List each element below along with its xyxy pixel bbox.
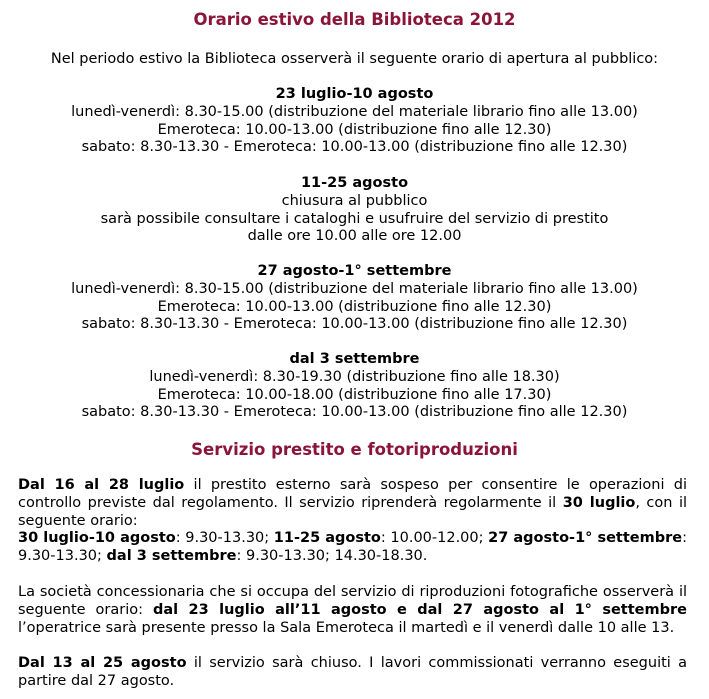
schedule-line: lunedì-venerdì: 8.30-15.00 (distribuzione del materiale librario fino alle 13.00): [71, 103, 638, 120]
schedule-line: Emeroteca: 10.00-13.00 (distribuzione fino alle 12.30): [157, 121, 552, 138]
schedule-block-4: [0, 351, 709, 422]
schedule-line: Emeroteca: 10.00-13.00 (distribuzione fino alle 12.30): [157, 298, 552, 315]
schedule-heading: dal 3 settembre: [289, 351, 420, 367]
schedule-line: lunedì-venerdì: 8.30-15.00 (distribuzione del materiale librario fino alle 13.00): [71, 280, 638, 297]
schedule-line: sarà possibile consultare i cataloghi e usufruire del servizio di prestito: [100, 210, 609, 227]
schedule-line: sabato: 8.30-13.30 - Emeroteca: 10.00-13.00 (distribuzione fino alle 12.30): [81, 404, 628, 421]
schedule-block-1: [0, 86, 709, 157]
schedule-block-2: [0, 175, 709, 246]
schedule-heading: 23 luglio-10 agosto: [275, 86, 434, 102]
schedule-heading: 11-25 agosto: [300, 175, 409, 191]
schedule-line: dalle ore 10.00 alle ore 12.00: [247, 228, 462, 245]
schedule-line: lunedì-venerdì: 8.30-19.30 (distribuzione fino alle 18.30): [149, 368, 560, 385]
section-title-loans: Servizio prestito e fotoriproduzioni: [191, 440, 518, 459]
schedule-line: chiusura al pubblico: [281, 192, 428, 209]
schedule-line: sabato: 8.30-13.30 - Emeroteca: 10.00-13.00 (distribuzione fino alle 12.30): [81, 139, 628, 156]
loan-date: Dal 16 al 28 luglio: [18, 477, 185, 493]
schedule-heading: 27 agosto-1° settembre: [257, 263, 452, 279]
schedule-line: sabato: 8.30-13.30 - Emeroteca: 10.00-13.00 (distribuzione fino alle 12.30): [81, 316, 628, 333]
intro-text: Nel periodo estivo la Biblioteca osserverà il seguente orario di apertura al pubblico:: [50, 51, 659, 67]
photo-paragraph: La società concessionaria che si occupa del servizio di riproduzioni fotografiche osserverà il seguente orario: dal 23 luglio all’11 agosto e dal 27 agosto al 1° settembre l’operatrice sarà presente presso la Sala Emeroteca il martedì e il venerdì dalle 10 alle 13.: [18, 584, 687, 636]
loan-paragraph: Dal 16 al 28 luglio il prestito esterno sarà sospeso per consentire le operazioni di controllo previste dal regolamento. Il servizio riprenderà regolarmente il 30 luglio, con il seguente orario: 30 luglio-10 agosto: 9.30-13.30; 11-25 agosto: 10.00-12.00; 27 agosto-1° settembre: 9.30-13.30; dal 3 settembre: 9.30-13.30; 14.30-18.30.: [18, 477, 688, 565]
schedule-line: Emeroteca: 10.00-18.00 (distribuzione fino alle 17.30): [157, 386, 552, 403]
schedule-block-3: [0, 263, 709, 334]
closure-paragraph: Dal 13 al 25 agosto il servizio sarà chiuso. I lavori commissionati verranno eseguiti a partire dal 27 agosto.: [18, 655, 688, 689]
page-title: Orario estivo della Biblioteca 2012: [193, 10, 516, 29]
